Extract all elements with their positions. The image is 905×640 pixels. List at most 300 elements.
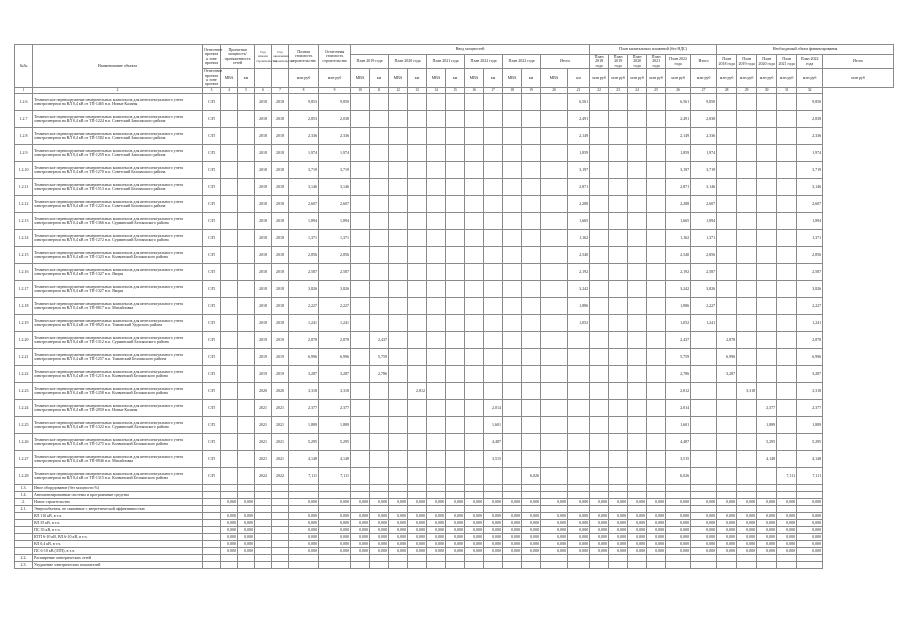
cell-s: 2018 (255, 297, 272, 314)
table-cell (389, 229, 408, 246)
section-cell (757, 484, 777, 491)
table-cell (717, 161, 737, 178)
investment-table (14, 44, 894, 569)
cell-f18: 2,587 (691, 263, 717, 280)
table-cell (238, 314, 255, 331)
section-cell (351, 554, 370, 561)
table-cell (221, 212, 238, 229)
row-number: 1.2.13 (15, 212, 33, 229)
table-cell (484, 467, 503, 484)
section-cell (351, 505, 370, 512)
table-cell (408, 110, 427, 127)
table-cell (522, 127, 541, 144)
table-cell (628, 178, 647, 195)
table-cell (757, 246, 777, 263)
cell-tot: 5,759 (666, 348, 691, 365)
section-label: ВЛ 35 кВ, в т.ч. (33, 519, 203, 526)
hdr-c-2022b: План 2022 года (503, 55, 541, 69)
table-cell (568, 416, 590, 433)
section-cell (255, 533, 272, 540)
unit-cell: млн руб (628, 69, 647, 88)
table-cell (541, 144, 568, 161)
section-cell (797, 505, 823, 512)
cell-f20: 3,318 (737, 382, 757, 399)
table-cell (238, 382, 255, 399)
section-cell (255, 498, 272, 505)
section-cell (568, 491, 590, 498)
table-cell (737, 212, 757, 229)
section-cell: 0,000 (289, 547, 319, 554)
table-cell (609, 144, 628, 161)
cell-full: 1,241 (289, 314, 319, 331)
table-row (15, 450, 894, 467)
object-name: Техническое перевооружение измерительных комплексов для интеллектуального учета электроэнергии на ВЛ 0,4 кВ от ТП-1257 н.п. Тиманский Белоямского района (33, 348, 203, 365)
object-name: Техническое перевооружение измерительных комплексов для интеллектуального учета электроэнергии на ВЛ 0,4 кВ от ТП-1270 н.п. Советский Белоямского района (33, 161, 203, 178)
section-cell: 0,000 (717, 512, 737, 519)
section-cell: 0,000 (797, 547, 823, 554)
cell-tot: 3,515 (666, 450, 691, 467)
table-cell (647, 467, 666, 484)
cell-rem: 3,719 (319, 161, 351, 178)
section-cell (590, 491, 609, 498)
table-cell (427, 144, 446, 161)
section-cell (503, 505, 522, 512)
table-cell (737, 297, 757, 314)
table-cell (221, 229, 238, 246)
table-cell (737, 365, 757, 382)
table-cell (628, 93, 647, 110)
section-cell (717, 561, 737, 568)
table-cell (590, 450, 609, 467)
section-cell: 0,000 (666, 512, 691, 519)
section-cell: 0,000 (484, 526, 503, 533)
section-cell: 0,000 (737, 498, 757, 505)
section-cell (289, 484, 319, 491)
cell-s: 2018 (255, 110, 272, 127)
section-cell: 0,000 (757, 498, 777, 505)
table-cell (465, 433, 484, 450)
section-cell (628, 561, 647, 568)
section-cell (628, 554, 647, 561)
section-cell: 0,000 (370, 540, 389, 547)
table-cell (590, 178, 609, 195)
table-cell (238, 416, 255, 433)
cell-f18: 1,371 (691, 229, 717, 246)
table-cell (238, 212, 255, 229)
unit-cell: МВА (221, 69, 238, 88)
cell-f21: 1,889 (757, 416, 777, 433)
section-cell (647, 561, 666, 568)
cell-zone: С/П (203, 195, 221, 212)
cell-e: 2018 (272, 144, 289, 161)
section-cell (408, 554, 427, 561)
section-cell (484, 561, 503, 568)
table-cell (427, 229, 446, 246)
section-cell: 0,000 (717, 547, 737, 554)
table-cell (609, 399, 628, 416)
cell-full: 3,146 (289, 178, 319, 195)
section-cell (737, 505, 757, 512)
section-cell: 0,000 (427, 519, 446, 526)
table-cell (541, 433, 568, 450)
cell-e: 2018 (272, 161, 289, 178)
section-cell: 0,000 (221, 512, 238, 519)
section-cell (203, 498, 221, 505)
column-number: 2 (33, 87, 203, 93)
table-cell (590, 127, 609, 144)
table-cell (541, 280, 568, 297)
section-cell: 0,000 (541, 519, 568, 526)
section-cell (289, 491, 319, 498)
hdr-c-2021: План 2021 года (427, 55, 465, 69)
section-cell: 0,000 (757, 533, 777, 540)
column-number: 11 (370, 87, 389, 93)
cell-zone: С/П (203, 229, 221, 246)
section-cell: 0,000 (797, 526, 823, 533)
table-cell (389, 195, 408, 212)
section-cell: 0,000 (777, 512, 797, 519)
table-cell (647, 399, 666, 416)
section-cell: 0,000 (666, 533, 691, 540)
cell-p19: 2,437 (370, 331, 389, 348)
table-cell (238, 161, 255, 178)
table-cell (609, 263, 628, 280)
section-label: Ухудшение электрических показателей (33, 561, 203, 568)
table-cell (503, 365, 522, 382)
table-cell (757, 348, 777, 365)
table-cell (370, 195, 389, 212)
section-cell (351, 484, 370, 491)
hdr-c-total: Итого (541, 55, 590, 69)
table-cell (465, 263, 484, 280)
table-cell (465, 382, 484, 399)
table-cell (647, 433, 666, 450)
table-cell (389, 263, 408, 280)
table-cell (568, 382, 590, 399)
table-cell (503, 416, 522, 433)
cell-ftot: 1,889 (797, 416, 823, 433)
section-cell: 0,000 (446, 526, 465, 533)
cell-rem: 3,826 (319, 280, 351, 297)
table-cell (522, 416, 541, 433)
section-cell: 0,000 (446, 540, 465, 547)
cell-rem: 2,856 (319, 246, 351, 263)
section-cell (389, 484, 408, 491)
cell-ftot: 4,148 (797, 450, 823, 467)
table-cell (427, 365, 446, 382)
section-cell (446, 561, 465, 568)
section-cell: 0,000 (484, 533, 503, 540)
section-cell (272, 491, 289, 498)
section-number: 1.3. (15, 484, 33, 491)
section-cell (272, 554, 289, 561)
table-cell (503, 433, 522, 450)
table-cell (389, 365, 408, 382)
unit-cell: млн руб (757, 69, 777, 88)
section-cell: 0,000 (737, 519, 757, 526)
table-cell (647, 178, 666, 195)
table-cell (389, 433, 408, 450)
table-cell (590, 212, 609, 229)
table-cell (389, 93, 408, 110)
table-cell (590, 263, 609, 280)
cell-full: 2,853 (289, 110, 319, 127)
unit-cell (272, 69, 289, 88)
section-number (15, 526, 33, 533)
section-cell (389, 505, 408, 512)
column-number: 14 (427, 87, 446, 93)
section-cell (370, 554, 389, 561)
section-cell: 0,000 (541, 540, 568, 547)
cell-zone: С/П (203, 348, 221, 365)
section-cell: 0,000 (446, 519, 465, 526)
table-cell (717, 195, 737, 212)
column-number: 10 (351, 87, 370, 93)
section-cell (272, 547, 289, 554)
column-number: 15 (446, 87, 465, 93)
table-cell (647, 382, 666, 399)
table-cell (446, 297, 465, 314)
hdr-capex-2021: План 2021 года (647, 55, 666, 69)
section-cell (797, 554, 823, 561)
table-cell (503, 280, 522, 297)
cell-p19: 2,786 (370, 365, 389, 382)
table-cell (609, 297, 628, 314)
table-cell (370, 416, 389, 433)
table-cell (446, 331, 465, 348)
table-row (15, 229, 894, 246)
section-cell (465, 554, 484, 561)
section-cell: 0,000 (238, 533, 255, 540)
table-cell (221, 246, 238, 263)
cell-zone: С/П (203, 178, 221, 195)
section-cell: 0,000 (221, 519, 238, 526)
cell-full: 6,996 (289, 348, 319, 365)
section-row (15, 484, 894, 491)
section-cell: 0,000 (289, 512, 319, 519)
section-cell: 0,000 (757, 526, 777, 533)
table-cell (757, 467, 777, 484)
cell-ftot: 7,111 (797, 467, 823, 484)
hdr-fin-plan2018: План 2018 года (717, 55, 737, 69)
table-cell (408, 229, 427, 246)
table-cell (484, 331, 503, 348)
section-cell: 0,000 (427, 526, 446, 533)
section-cell: 0,000 (568, 519, 590, 526)
table-cell (717, 416, 737, 433)
section-cell (446, 484, 465, 491)
table-cell (221, 314, 238, 331)
cell-zone: С/П (203, 450, 221, 467)
row-number: 1.2.16 (15, 263, 33, 280)
cell-tot: 2,812 (666, 382, 691, 399)
unit-cell: Отнесение проекта к зоне проекта (204, 68, 223, 87)
cell-e: 2018 (272, 127, 289, 144)
section-cell: 0,000 (568, 547, 590, 554)
cell-e: 2020 (272, 382, 289, 399)
table-cell (389, 144, 408, 161)
object-name: Техническое перевооружение измерительных комплексов для интеллектуального учета электроэнергии на ВЛ 0,4 кВ от ТП-1275 н.п. Колвинский Белоямского района (33, 433, 203, 450)
section-cell (289, 561, 319, 568)
table-cell (408, 331, 427, 348)
section-cell: 0,000 (628, 519, 647, 526)
table-cell (777, 110, 797, 127)
table-cell (370, 144, 389, 161)
table-cell (609, 416, 628, 433)
cell-s: 2021 (255, 450, 272, 467)
table-cell (503, 144, 522, 161)
table-row (15, 348, 894, 365)
unit-cell: км (484, 69, 503, 88)
table-cell (446, 467, 465, 484)
section-number: 2.3. (15, 561, 33, 568)
section-row (15, 533, 894, 540)
section-cell: 0,000 (522, 519, 541, 526)
unit-cell: млн руб (666, 69, 691, 88)
table-cell (590, 348, 609, 365)
table-cell (503, 399, 522, 416)
section-cell (568, 561, 590, 568)
section-cell: 0,000 (647, 512, 666, 519)
section-cell (691, 484, 717, 491)
table-cell (351, 93, 370, 110)
table-cell (427, 467, 446, 484)
table-cell (427, 382, 446, 399)
section-cell: 0,000 (427, 512, 446, 519)
section-cell (522, 484, 541, 491)
hdr-capex-2019: План 2019 года (609, 55, 628, 69)
section-cell: 0,000 (289, 519, 319, 526)
cell-e: 2021 (272, 399, 289, 416)
table-cell (590, 297, 609, 314)
section-cell (465, 561, 484, 568)
cell-rem: 2,227 (319, 297, 351, 314)
table-cell (351, 399, 370, 416)
section-row (15, 491, 894, 498)
table-cell (541, 110, 568, 127)
cell-s: 2021 (255, 399, 272, 416)
row-number: 1.2.7 (15, 110, 33, 127)
table-cell (351, 314, 370, 331)
cell-zone: С/П (203, 331, 221, 348)
section-cell: 0,000 (389, 519, 408, 526)
cell-rem: 1,894 (319, 212, 351, 229)
section-cell: 0,000 (757, 547, 777, 554)
section-cell: 0,000 (541, 547, 568, 554)
table-cell (590, 93, 609, 110)
cell-rem: 2,607 (319, 195, 351, 212)
section-cell: 0,000 (647, 533, 666, 540)
table-cell (370, 212, 389, 229)
column-number: 30 (757, 87, 777, 93)
cell-full: 5,295 (289, 433, 319, 450)
section-cell (203, 526, 221, 533)
table-cell (522, 144, 541, 161)
section-cell (203, 547, 221, 554)
section-cell: 0,000 (628, 547, 647, 554)
section-cell (666, 491, 691, 498)
unit-cell: МВА (465, 69, 484, 88)
cell-tot: 2,437 (666, 331, 691, 348)
table-cell (351, 382, 370, 399)
cell-ftot: 2,856 (797, 246, 823, 263)
cell-rem: 4,148 (319, 450, 351, 467)
cell-zone: С/П (203, 246, 221, 263)
table-cell (221, 399, 238, 416)
section-cell: 0,000 (319, 533, 351, 540)
row-number: 1.2.23 (15, 382, 33, 399)
table-cell (408, 263, 427, 280)
cell-s: 2018 (255, 144, 272, 161)
object-name: Техническое перевооружение измерительных комплексов для интеллектуального учета электроэнергии на ВЛ 0,4 кВ от ТП-0817 н.п. Михайловка (33, 297, 203, 314)
section-cell: 0,000 (717, 533, 737, 540)
section-cell (609, 554, 628, 561)
section-cell: 0,000 (609, 498, 628, 505)
table-cell (541, 195, 568, 212)
table-cell (541, 382, 568, 399)
cell-full: 3,287 (289, 365, 319, 382)
cell-zone: С/П (203, 212, 221, 229)
cell-f18: 2,227 (691, 297, 717, 314)
table-cell (647, 280, 666, 297)
section-cell (609, 505, 628, 512)
table-cell (370, 433, 389, 450)
table-cell (238, 178, 255, 195)
section-cell: 0,000 (465, 547, 484, 554)
cell-full: 1,889 (289, 416, 319, 433)
table-cell (427, 195, 446, 212)
section-cell (203, 512, 221, 519)
section-cell: 0,000 (484, 512, 503, 519)
section-row (15, 561, 894, 568)
table-cell (541, 365, 568, 382)
section-cell (691, 554, 717, 561)
section-cell: 0,000 (427, 498, 446, 505)
table-cell (691, 467, 717, 484)
table-cell (609, 467, 628, 484)
table-cell (484, 382, 503, 399)
section-cell: 0,000 (484, 519, 503, 526)
cell-e: 2018 (272, 280, 289, 297)
table-cell (628, 382, 647, 399)
section-cell: 0,000 (238, 512, 255, 519)
table-cell (717, 433, 737, 450)
table-cell (351, 127, 370, 144)
cell-p18: 2,192 (568, 263, 590, 280)
table-cell (446, 433, 465, 450)
table-cell (541, 467, 568, 484)
section-cell (289, 505, 319, 512)
section-cell (541, 561, 568, 568)
table-cell (465, 467, 484, 484)
table-cell (484, 127, 503, 144)
section-cell (408, 505, 427, 512)
table-cell (522, 178, 541, 195)
hdr-capex-total: Итого (691, 55, 717, 69)
section-label: Расширение электрических сетей (33, 554, 203, 561)
section-cell (717, 484, 737, 491)
table-cell (238, 467, 255, 484)
table-cell (522, 382, 541, 399)
table-cell (609, 229, 628, 246)
section-cell: 0,000 (351, 498, 370, 505)
table-cell (609, 195, 628, 212)
cell-s: 2020 (255, 382, 272, 399)
table-cell (370, 263, 389, 280)
section-cell: 0,000 (628, 498, 647, 505)
section-cell (370, 491, 389, 498)
table-cell (427, 348, 446, 365)
